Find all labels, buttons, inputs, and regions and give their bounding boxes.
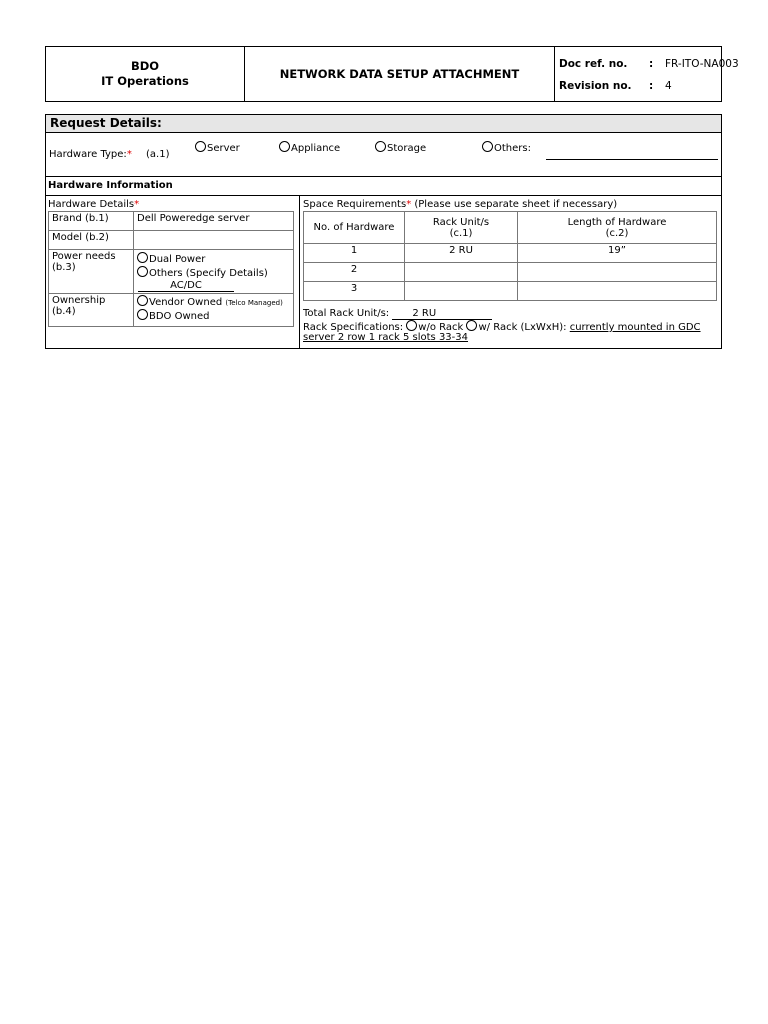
org-cell — [46, 47, 245, 101]
brand-value[interactable]: Dell Poweredge server — [134, 212, 294, 231]
col-no-of-hardware: No. of Hardware — [304, 212, 405, 244]
radio-icon[interactable] — [406, 320, 417, 331]
radio-icon[interactable] — [466, 320, 477, 331]
divider — [46, 195, 721, 196]
table-row — [304, 282, 717, 301]
doc-meta — [555, 47, 739, 101]
hardware-type-label: Hardware Type:* — [49, 149, 132, 160]
column-divider — [299, 195, 300, 348]
radio-icon[interactable] — [137, 309, 148, 320]
total-rack-units-value[interactable]: 2 RU — [392, 309, 492, 320]
radio-icon[interactable] — [482, 141, 493, 152]
radio-icon[interactable] — [279, 141, 290, 152]
brand-label: Brand (b.1) — [49, 212, 134, 231]
total-rack-units: Total Rack Unit/s: 2 RU — [303, 308, 492, 320]
space-requirements-table — [303, 211, 717, 301]
hardware-type-option-others[interactable]: Others: — [482, 141, 531, 154]
ownership-options — [134, 294, 294, 327]
table-row — [49, 294, 294, 327]
radio-icon[interactable] — [137, 295, 148, 306]
doc-ref-colon: : — [649, 58, 654, 70]
radio-icon[interactable] — [137, 252, 148, 263]
hardware-details-label: Hardware Details* — [48, 199, 140, 210]
power-label: Power needs (b.3) — [49, 250, 134, 294]
rack-spec-option-with[interactable]: w/ Rack (LxWxH): — [466, 322, 566, 333]
col-rack-units: Rack Unit/s (c.1) — [405, 212, 518, 244]
rack-specifications: Rack Specifications: w/o Rack w/ Rack (LxWxH): currently mounted in GDC — [303, 322, 701, 333]
rack-spec-value-continued[interactable]: server 2 row 1 rack 5 slots 33-34 — [303, 332, 469, 343]
hardware-type-option-server[interactable]: Server — [195, 141, 240, 154]
request-details-title: Request Details: — [46, 115, 721, 133]
hardware-type-option-storage[interactable]: Storage — [375, 141, 426, 154]
required-mark: * — [126, 149, 132, 160]
request-details-section — [45, 114, 722, 349]
table-row — [304, 212, 717, 244]
ownership-label: Ownership (b.4) — [49, 294, 134, 327]
row-no: 2 — [304, 263, 405, 282]
table-row — [49, 231, 294, 250]
hardware-type-code: (a.1) — [146, 149, 170, 160]
divider — [46, 176, 721, 177]
row-rack-units[interactable]: 2 RU — [405, 244, 518, 263]
row-no: 1 — [304, 244, 405, 263]
row-length[interactable]: 19” — [518, 244, 717, 263]
hardware-details-table — [48, 211, 294, 327]
org-department: IT Operations — [101, 74, 189, 88]
row-no: 3 — [304, 282, 405, 301]
others-input-line[interactable] — [546, 159, 718, 160]
document-header — [45, 46, 739, 102]
row-rack-units[interactable] — [405, 263, 518, 282]
doc-ref-value: FR-ITO-NA003 — [665, 58, 739, 70]
row-length[interactable] — [518, 282, 717, 301]
model-value[interactable] — [134, 231, 294, 250]
ownership-option-vendor[interactable]: Vendor Owned (Telco Managed) — [137, 295, 290, 309]
table-row — [304, 244, 717, 263]
radio-icon[interactable] — [137, 266, 148, 277]
power-option-others[interactable]: Others (Specify Details) — [137, 266, 290, 280]
revision-label: Revision no. — [559, 80, 632, 92]
org-name: BDO — [130, 59, 160, 73]
row-rack-units[interactable] — [405, 282, 518, 301]
form-title: NETWORK DATA SETUP ATTACHMENT — [245, 47, 555, 101]
space-requirements-label: Space Requirements* (Please use separate sheet if necessary) — [303, 199, 618, 210]
hardware-type-option-appliance[interactable]: Appliance — [279, 141, 340, 154]
power-value[interactable]: AC/DC — [138, 280, 234, 292]
revision-colon: : — [649, 80, 654, 92]
radio-icon[interactable] — [375, 141, 386, 152]
rack-spec-option-without[interactable]: w/o Rack — [406, 322, 463, 333]
radio-icon[interactable] — [195, 141, 206, 152]
power-option-dual[interactable]: Dual Power — [137, 252, 290, 266]
power-options — [134, 250, 294, 294]
hardware-information-title: Hardware Information — [48, 180, 173, 191]
table-row — [49, 212, 294, 231]
table-row — [49, 250, 294, 294]
ownership-option-bdo[interactable]: BDO Owned — [137, 309, 290, 323]
model-label: Model (b.2) — [49, 231, 134, 250]
rack-spec-value[interactable]: currently mounted in GDC — [569, 322, 701, 333]
doc-ref-label: Doc ref. no. — [559, 58, 628, 70]
row-length[interactable] — [518, 263, 717, 282]
revision-value: 4 — [665, 80, 672, 92]
col-length: Length of Hardware (c.2) — [518, 212, 717, 244]
table-row — [304, 263, 717, 282]
